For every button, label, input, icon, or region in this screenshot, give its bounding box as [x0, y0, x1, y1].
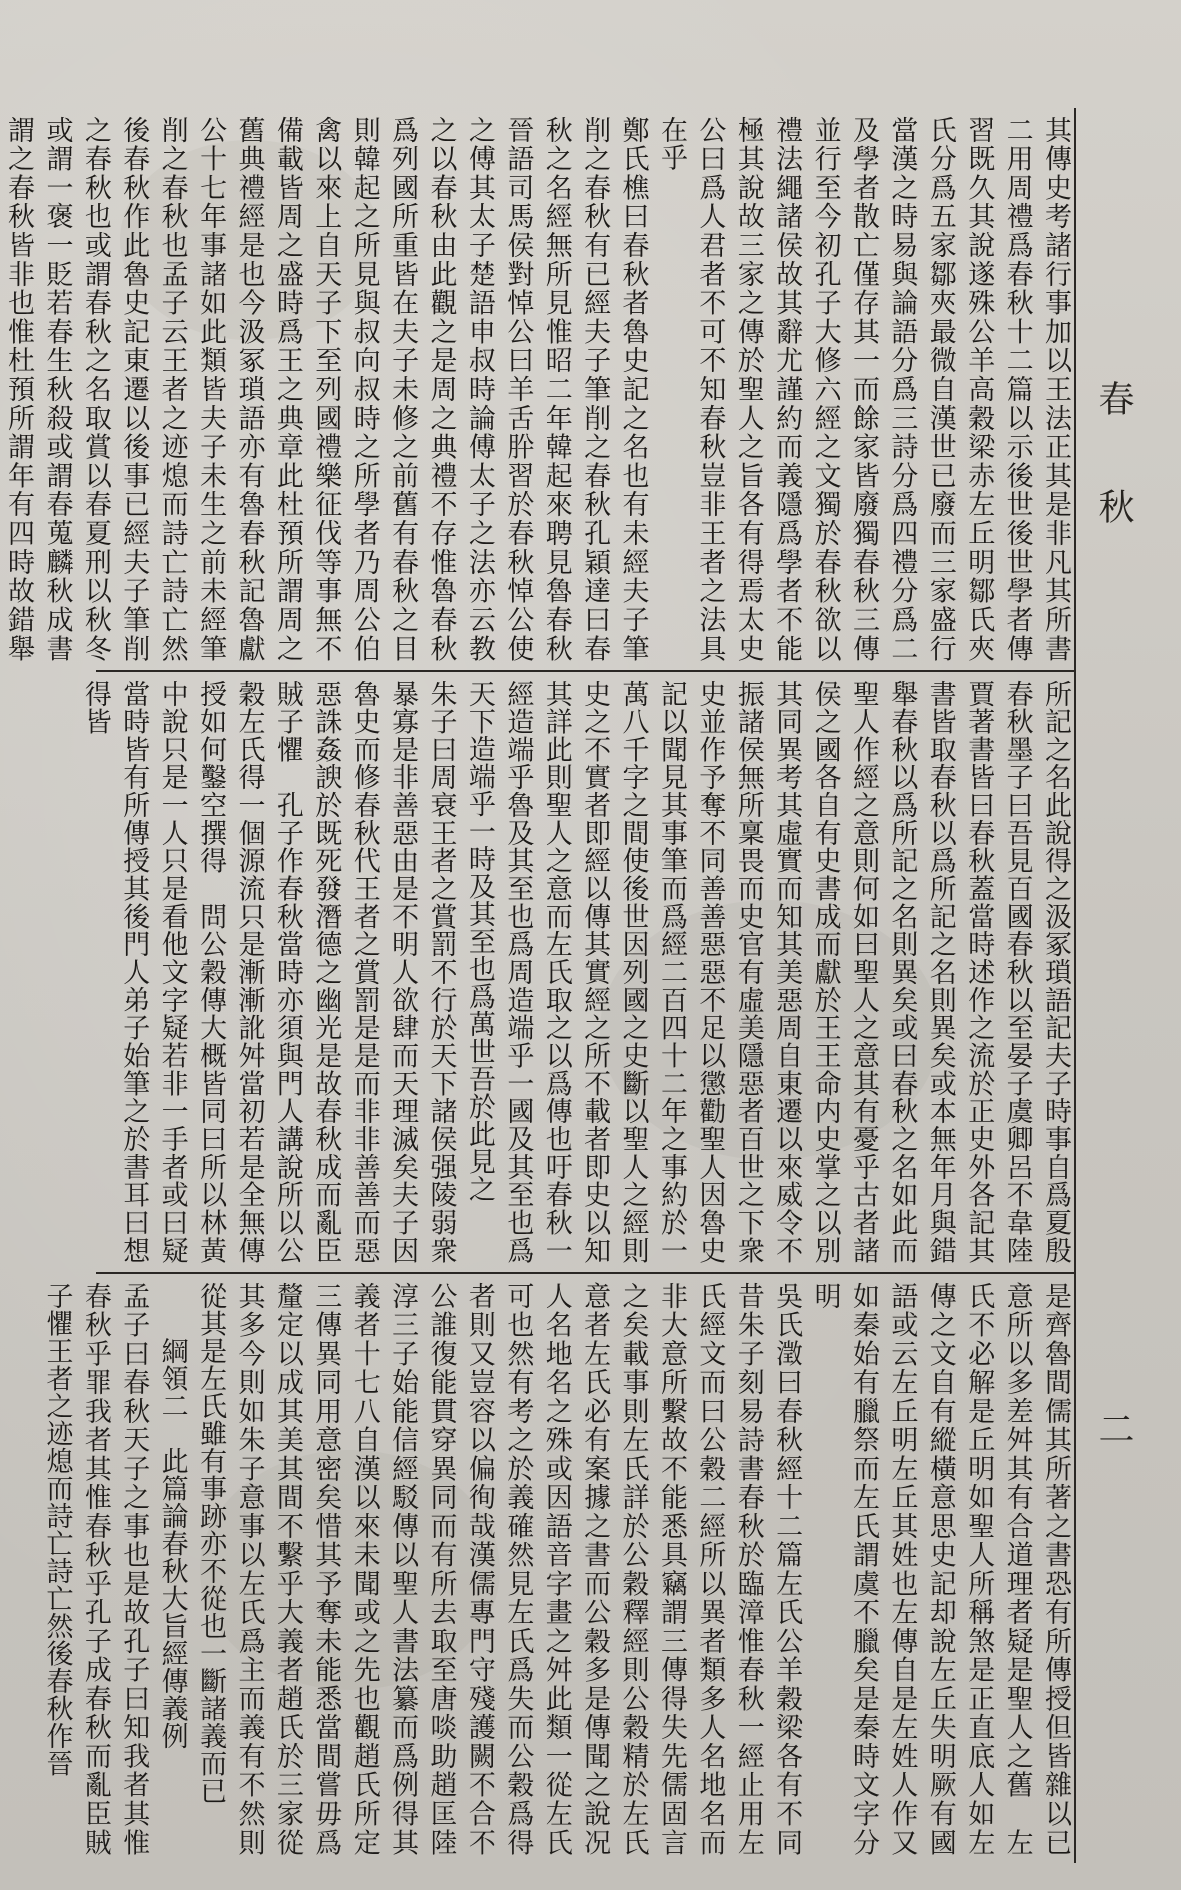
middle-band-text: 所記之名此說得之汲冢瑣語記夫子時事自爲夏殷春秋墨子曰吾見百國春秋以至晏子虞卿呂不韋陸賈著書皆曰春秋蓋當時述作之流於正史外各記其書皆取春秋以爲所記之名則異矣或本無年月與錯舉春秋以爲所記之名則異矣或曰春秋之名如此而聖人作經之意則何如曰聖人之意其有憂乎古者諸侯之國各自有史書成而獻於王王命内史掌之以別其同異考其虛實而知其美惡周自東遷以來威令不振諸侯無所稟畏而史官有虛美隱惡者百世之下衆史並作予奪不同善善惡惡不足以懲勸聖人因魯史記以聞見其事筆而爲經二百四十二年之事約於一萬八千字之間使後世因列國之史斷以聖人之經則史之不實者即經以傳其實經之所不載者即史以知其詳此則聖人之意而左氏取之以爲傳也吁春秋一經造端乎魯及其至也爲周造端乎一國及其至也爲天下造端乎一時及其至也爲萬世吾於此見之 朱子曰周衰王者之賞罰不行於天下諸侯强陵弱衆暴寡是非善惡由是不明人欲肆而天理滅矣夫子因魯史而修春秋代王者之賞罰是是而非非善善而惡惡誅姦諛於既死發潛德之幽光是故春秋成而亂臣賊子懼 孔子作春秋當時亦須與門人講說所以公穀左氏得一個源流只是漸漸訛舛當初若是全無傳授如何鑿空撰得 問公穀傳大概皆同曰所以林黃中說只是一人只是看他文字疑若非一手者或曰疑當時皆有所傳授其後門人弟子始筆之於書耳曰想得皆: [79, 680, 1071, 1264]
text-frame: [3, 108, 1076, 1863]
running-title: 春 秋: [1093, 380, 1134, 542]
upper-text-band: [3, 108, 1074, 672]
lower-band-text: 是齊魯間儒其所著之書恐有所傳授但皆雜以已意所以多差舛其有合道理者疑是聖人之舊 左氏不必解是丘明如聖人所稱煞是正直底人如左傳之文自有縱橫意思史記却說左丘失明厥有國語或云左丘明左丘其姓也左傳自是左姓人作又如秦始有臘祭而左氏謂虞不臘矣是秦時文字分明 吳氏澂曰春秋經十二篇左氏公羊穀梁各有不同昔朱子刻易詩書春秋於臨漳惟春秋一經止用左氏經文而曰公穀二經所以異者類多人名地名而非大意所繫故不能悉具竊謂三傳得失先儒固言之矣載事則左氏詳於公穀釋經則公穀精於左氏意者左氏必有案據之書而公穀多是傳聞之說况人名地名之殊或因語音字畫之舛此類一從左氏可也然有考之於義確然見左氏爲失而公穀爲得者則又豈容以偏徇哉漢儒專門守殘護闕不合不公誰復能貫穿異同而有所去取至唐啖助趙匡陸淳三子始能信經駁傳以聖人書法纂而爲例得其義者十七八自漢以來未聞或之先也觀趙氏所定三傳異同用意密矣惜其予奪未能悉當間嘗毋爲釐定以成其美其間不繫乎大義者趙氏於三家從其多今則如朱子意事以左氏爲主而義有不然則從其是左氏雖有事跡亦不從也一斷諸義而已 綱領二 此篇論春秋大旨經傳義例 孟子曰春秋天子之事也是故孔子曰知我者其惟春秋乎罪我者其惟春秋乎孔子成春秋而亂臣賊子懼王者之迹熄而詩亡詩亡然後春秋作晉: [41, 1282, 1071, 1856]
middle-text-band: [79, 672, 1074, 1274]
page-number: 二: [1093, 1410, 1134, 1464]
upper-band-text: 其傳史考諸行事加以王法正其是非凡其所書二用周禮爲春秋十二篇以示後世後世學者傳習既久其說遂殊公羊高穀梁赤左丘明鄒氏夾氏分爲五家鄒夾最微自漢世已廢而三家盛行當漢之時易與論語分爲三詩分爲四禮分爲二及學者散亡僅存其一而餘家皆廢獨春秋三傳並行至今初孔子大修六經之文獨於春秋欲以禮法繩諸侯故其辭尤謹約而義隱爲學者不能極其說故三家之傳於聖人之旨各有得焉太史公曰爲人君者不可不知春秋豈非王者之法具在乎 鄭氏樵曰春秋者魯史記之名也有未經夫子筆削之春秋有已經夫子筆削之春秋孔穎達曰春秋之名經無所見惟昭二年韓起來聘見魯春秋晉語司馬侯對悼公曰羊舌肸習於春秋悼公使之傅其太子楚語申叔時論傅太子之法亦云教之以春秋由此觀之是周之典禮不存惟魯春秋爲列國所重皆在夫子未修之前舊有春秋之目則韓起之所見與叔向叔時之所學者乃周公伯禽以來上自天子下至列國禮樂征伐等事無不備載皆周之盛時爲王之典章此杜預所謂周之舊典禮經是也今汲冢瑣語亦有魯春秋記魯獻公十七年事諸如此類皆夫子未生之前未經筆削之春秋也孟子云王者之迹熄而詩亡詩亡然後春秋作此魯史記東遷以後事已經夫子筆削之春秋也或謂春秋之名取賞以春夏刑以秋冬或謂一褒一貶若春生秋殺或謂春蒐麟秋成書謂之春秋皆非也惟杜預所謂年有四時故錯舉: [3, 116, 1071, 662]
lower-text-band: [41, 1274, 1074, 1864]
